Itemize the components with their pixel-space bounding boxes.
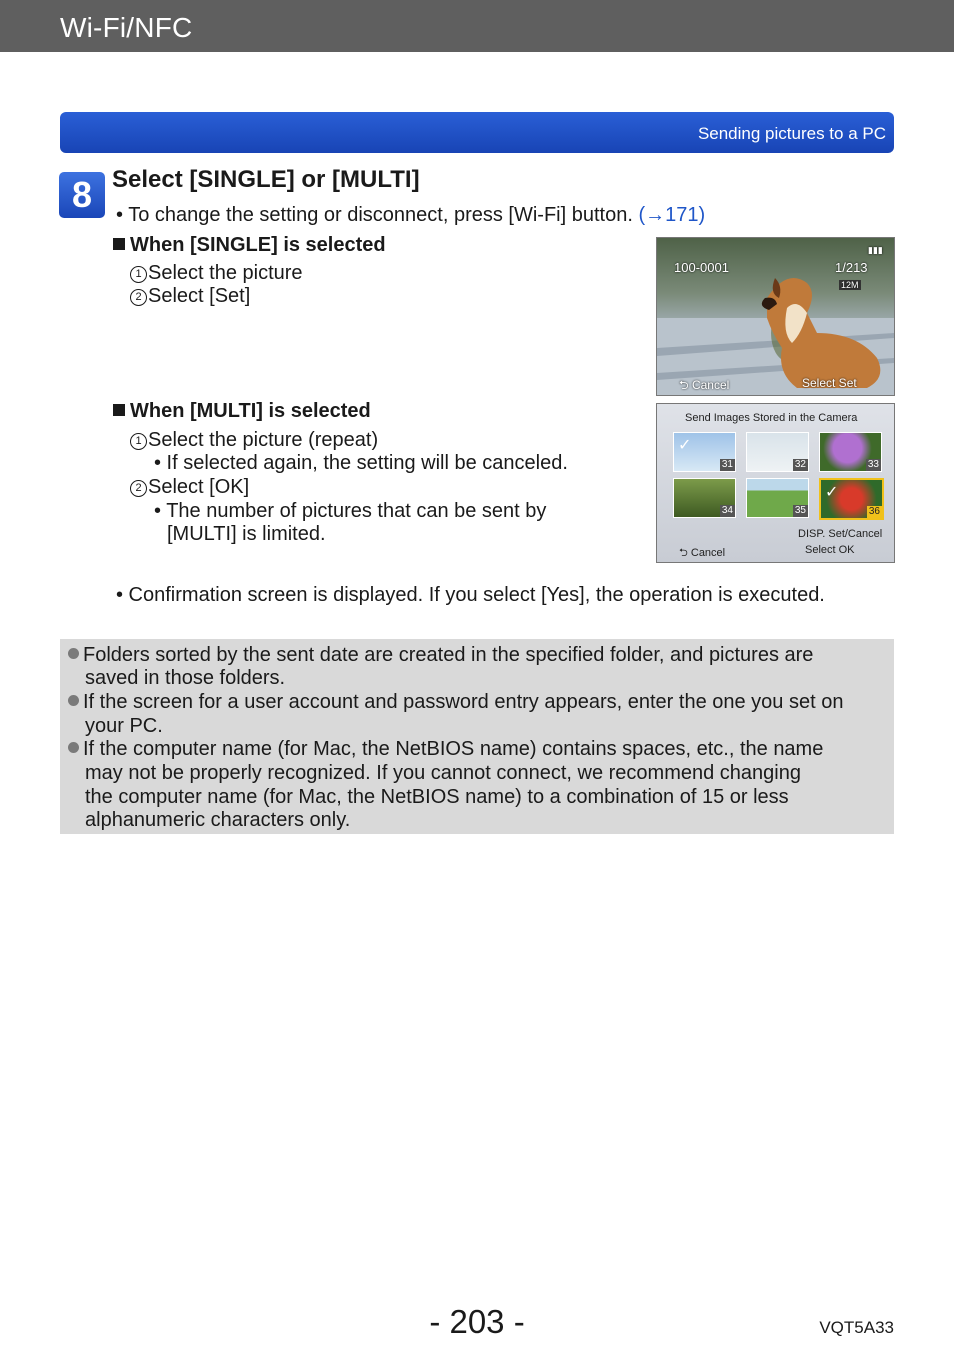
check-icon: ✓ [825, 484, 839, 501]
thumbnail-number: 33 [867, 459, 879, 470]
circled-number-icon: 2 [130, 289, 147, 306]
thumbnail[interactable] [673, 478, 736, 518]
check-icon: ✓ [678, 437, 692, 454]
single-step-2 [130, 284, 250, 308]
cancel-text: Cancel [690, 547, 726, 559]
circled-number-icon: 2 [130, 480, 147, 497]
multi-step-1 [130, 428, 378, 452]
single-step-1 [130, 261, 303, 285]
multi-screen-title: Send Images Stored in the Camera [685, 412, 858, 424]
step-number-badge: 8 [59, 172, 105, 218]
cancel-label [679, 544, 725, 563]
section-bar [60, 112, 894, 153]
note-3-line-4: alphanumeric characters only. [85, 809, 351, 831]
thumbnail-number: 32 [794, 459, 806, 470]
page-number: - 203 - [429, 1303, 525, 1340]
step-note-text: • To change the setting or disconnect, press [Wi-Fi] button. [116, 204, 639, 226]
square-bullet-icon [113, 238, 125, 250]
multi-screen-image [656, 403, 895, 563]
note-3-line-2: may not be properly recognized. If you cannot connect, we recommend changing [85, 762, 801, 784]
square-bullet-icon [113, 404, 125, 416]
quality-badge: 12M [841, 280, 859, 290]
select-set-label: Select Set [802, 376, 857, 390]
note-1 [68, 643, 813, 667]
note-3 [68, 737, 823, 761]
bullet-icon [68, 648, 79, 659]
multi-step-1-text: Select the picture (repeat) [148, 429, 379, 451]
header-title: Wi-Fi/NFC [60, 12, 193, 43]
step-title: Select [SINGLE] or [MULTI] [112, 166, 420, 193]
multi-heading-text: When [MULTI] is selected [130, 400, 371, 422]
section-title: Sending pictures to a PC [697, 124, 886, 143]
file-number: 100-0001 [674, 260, 729, 275]
single-step-2-text: Select [Set] [148, 285, 251, 307]
single-heading [113, 233, 386, 257]
thumbnail-number: 35 [794, 505, 806, 516]
multi-step-2-text: Select [OK] [148, 476, 250, 498]
note-3-line-1: If the computer name (for Mac, the NetBIOS name) contains spaces, etc., the name [83, 738, 824, 760]
document-code: VQT5A33 [819, 1318, 894, 1337]
single-step-1-text: Select the picture [148, 262, 303, 284]
multi-step-2-note: • The number of pictures that can be sent by [154, 500, 547, 522]
thumbnail-number: 31 [721, 459, 733, 470]
battery-icon: ▮▮▮ [868, 245, 883, 255]
thumbnail-number: 34 [721, 505, 733, 516]
return-icon: ⮌ [679, 378, 692, 392]
page-header [0, 0, 954, 52]
circled-number-icon: 1 [130, 433, 147, 450]
notes-box [60, 639, 894, 834]
note-1-line-1: Folders sorted by the sent date are created in the specified folder, and pictures are [83, 644, 814, 666]
note-3-line-3: the computer name (for Mac, the NetBIOS name) to a combination of 15 or less [85, 786, 789, 808]
page-reference-link[interactable]: (→171) [638, 204, 706, 226]
thumbnail-number: 36 [868, 506, 880, 517]
single-screen-image [656, 237, 895, 396]
picture-counter: 1/213 [835, 260, 868, 275]
cancel-label [679, 376, 729, 396]
multi-heading [113, 399, 371, 423]
note-1-line-2: saved in those folders. [85, 667, 286, 689]
thumbnail[interactable] [673, 432, 736, 472]
bullet-icon [68, 695, 79, 706]
single-heading-text: When [SINGLE] is selected [130, 234, 386, 256]
note-2-line-1: If the screen for a user account and password entry appears, enter the one you set on [83, 691, 844, 713]
multi-step-2-note-cont: [MULTI] is limited. [167, 523, 326, 545]
disp-set-cancel-label: DISP. Set/Cancel [798, 528, 883, 540]
confirmation-note: • Confirmation screen is displayed. If you select [Yes], the operation is executed. [116, 584, 825, 606]
multi-step-1-note: • If selected again, the setting will be canceled. [154, 452, 568, 474]
thumbnail[interactable] [746, 478, 809, 518]
thumbnail-selected[interactable] [819, 478, 884, 520]
cancel-text: Cancel [691, 378, 730, 392]
circled-number-icon: 1 [130, 266, 147, 283]
return-icon: ⮌ [679, 547, 691, 559]
step-note [116, 203, 705, 227]
select-ok-label: Select OK [805, 544, 855, 556]
multi-step-2 [130, 475, 249, 499]
bullet-icon [68, 742, 79, 753]
note-2-line-2: your PC. [85, 715, 163, 737]
note-2 [68, 690, 843, 714]
thumbnail[interactable] [819, 432, 882, 472]
thumbnail[interactable] [746, 432, 809, 472]
